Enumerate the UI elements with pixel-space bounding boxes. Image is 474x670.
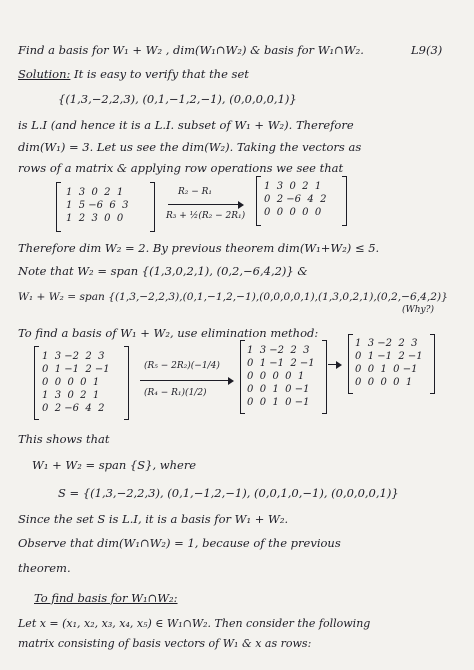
matrix2-row: 0 0 0 0 1 bbox=[42, 377, 100, 388]
solution-intro: It is easy to verify that the set bbox=[74, 67, 249, 81]
problem-statement: Find a basis for W₁ + W₂ , dim(W₁∩W₂) & basis for W₁∩W₂. bbox=[18, 43, 364, 57]
matrix1-result-right-bracket bbox=[342, 176, 347, 226]
matrix1-result-row: 0 2 −6 4 2 bbox=[264, 194, 327, 205]
matrix1-op-top: R₂ − R₁ bbox=[178, 187, 213, 197]
matrix1-right-bracket bbox=[150, 182, 155, 232]
matrix2-mid-row: 0 1 −1 2 −1 bbox=[247, 358, 315, 369]
matrix2-mid-row: 0 0 1 0 −1 bbox=[247, 384, 310, 395]
text-line-4: dim(W₁) = 3. Let us see the dim(W₂). Taking the vectors as bbox=[18, 140, 362, 154]
matrix2-row: 1 3 0 2 1 bbox=[42, 390, 100, 401]
matrix2-mid-row: 0 0 0 0 1 bbox=[247, 371, 305, 382]
matrix1-left-bracket bbox=[56, 182, 61, 232]
text-line-17: Let x = (x₁, x₂, x₃, x₄, x₅) ∈ W₁∩W₂. Then consider the following bbox=[18, 617, 371, 630]
basis-set-w1: {(1,3,−2,2,3), (0,1,−1,2,−1), (0,0,0,0,1)} bbox=[58, 92, 297, 106]
section-heading-intersection: To find basis for W₁∩W₂: bbox=[34, 591, 178, 605]
matrix2-mid-right-bracket bbox=[322, 340, 327, 414]
matrix2-result-row: 1 3 −2 2 3 bbox=[355, 338, 418, 349]
page-reference: L9(3) bbox=[411, 43, 443, 57]
text-line-3: is L.I (and hence it is a L.I. subset of W₁ + W₂). Therefore bbox=[18, 118, 354, 132]
text-line-10: This shows that bbox=[18, 432, 110, 446]
reduction-arrow bbox=[168, 204, 242, 205]
matrix2-result-row: 0 0 0 0 1 bbox=[355, 377, 413, 388]
why-note: (Why?) bbox=[402, 305, 434, 315]
matrix2-mid-row: 1 3 −2 2 3 bbox=[247, 345, 310, 356]
matrix1-result-left-bracket bbox=[256, 176, 261, 226]
text-line-15: theorem. bbox=[18, 561, 71, 575]
text-line-18: matrix consisting of basis vectors of W₁ & x as rows: bbox=[18, 637, 312, 650]
text-line-11: W₁ + W₂ = span {S}, where bbox=[32, 458, 197, 472]
solution-line bbox=[18, 67, 249, 81]
text-line-8: W₁ + W₂ = span {(1,3,−2,2,3),(0,1,−1,2,−1),(0,0,0,0,1),(1,3,0,2,1),(0,2,−6,4,2)} bbox=[18, 291, 448, 303]
matrix2-op-top: (R₅ − 2R₂)(−1/4) bbox=[144, 361, 220, 371]
matrix1-result-row: 1 3 0 2 1 bbox=[264, 181, 322, 192]
matrix1-row: 1 3 0 2 1 bbox=[66, 187, 124, 198]
matrix2-op-bottom: (R₄ − R₁)(1/2) bbox=[144, 388, 207, 398]
matrix1-row: 1 2 3 0 0 bbox=[66, 213, 124, 224]
text-line-14: Observe that dim(W₁∩W₂) = 1, because of the previous bbox=[18, 536, 341, 550]
reduction-arrow bbox=[328, 364, 340, 365]
matrix2-row: 1 3 −2 2 3 bbox=[42, 351, 105, 362]
matrix2-mid-left-bracket bbox=[240, 340, 245, 414]
matrix2-row: 0 2 −6 4 2 bbox=[42, 403, 105, 414]
solution-label: Solution: bbox=[18, 67, 71, 81]
matrix2-mid-row: 0 0 1 0 −1 bbox=[247, 397, 310, 408]
basis-set-s: S = {(1,3,−2,2,3), (0,1,−1,2,−1), (0,0,1,0,−1), (0,0,0,0,1)} bbox=[58, 486, 399, 500]
text-line-5: rows of a matrix & applying row operations we see that bbox=[18, 161, 344, 175]
matrix2-result-right-bracket bbox=[430, 334, 435, 394]
matrix2-result-row: 0 0 1 0 −1 bbox=[355, 364, 418, 375]
matrix2-left-bracket bbox=[34, 346, 39, 420]
matrix2-result-left-bracket bbox=[348, 334, 353, 394]
matrix2-row: 0 1 −1 2 −1 bbox=[42, 364, 110, 375]
text-line-6: Therefore dim W₂ = 2. By previous theorem dim(W₁+W₂) ≤ 5. bbox=[18, 241, 380, 255]
matrix1-row: 1 5 −6 6 3 bbox=[66, 200, 129, 211]
text-line-7: Note that W₂ = span {(1,3,0,2,1), (0,2,−6,4,2)} & bbox=[18, 264, 308, 278]
text-line-13: Since the set S is L.I, it is a basis for W₁ + W₂. bbox=[18, 512, 289, 526]
reduction-arrow bbox=[140, 380, 232, 381]
matrix2-result-row: 0 1 −1 2 −1 bbox=[355, 351, 423, 362]
matrix2-right-bracket bbox=[124, 346, 129, 420]
text-line-9: To find a basis of W₁ + W₂, use elimination method: bbox=[18, 326, 319, 340]
matrix1-result-row: 0 0 0 0 0 bbox=[264, 207, 322, 218]
matrix1-op-bottom: R₃ + ½(R₂ − 2R₁) bbox=[166, 211, 246, 221]
